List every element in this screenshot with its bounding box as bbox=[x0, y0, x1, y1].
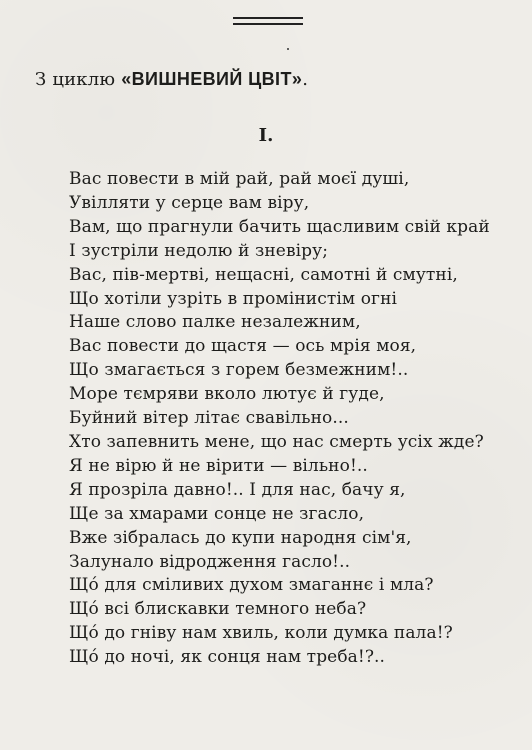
poem-line: Я не вірю й не вірити — вільно!.. bbox=[69, 455, 368, 476]
poem-body bbox=[69, 168, 509, 670]
poem-line: Наше слово палке незалежним, bbox=[69, 312, 361, 333]
poem-line: Вам, що прагнули бачить щасливим свій край bbox=[69, 216, 490, 237]
top-double-rule-upper bbox=[233, 17, 303, 19]
poem-line: Залунало відродження гасло!.. bbox=[69, 551, 351, 572]
poem-line: І зустріли недолю й зневіру; bbox=[69, 240, 329, 261]
section-number: I. bbox=[258, 125, 274, 146]
print-speck bbox=[287, 48, 289, 50]
poem-line: Що змагається з горем безмежним!.. bbox=[69, 360, 409, 381]
poem-line: Вас, пів-мертві, нещасні, самотні й смутні, bbox=[69, 264, 458, 285]
poem-line: Вас повести до щастя — ось мрія моя, bbox=[69, 336, 417, 357]
poem-line: Я прозріла давно!.. І для нас, бачу я, bbox=[69, 479, 406, 500]
poem-line: Море тємряви вколо лютує й гуде, bbox=[69, 384, 385, 405]
heading-suffix: . bbox=[302, 69, 309, 90]
top-double-rule-lower bbox=[233, 23, 303, 25]
cycle-heading bbox=[35, 67, 308, 92]
poem-line: Щó до ночі, як сонця нам треба!?.. bbox=[69, 647, 386, 668]
poem-line: Буйний вітер літає свавільно... bbox=[69, 408, 349, 429]
poem-line: Вас повести в мій рай, рай моєї душі, bbox=[69, 169, 410, 189]
poem-line: Щó до гніву нам хвиль, коли думка пала!? bbox=[69, 623, 453, 644]
poem-line: Вже зібралась до купи народня сім'я, bbox=[69, 527, 412, 548]
heading-prefix: З циклю bbox=[35, 69, 122, 90]
poem-line: Ще за хмарами сонце не згасло, bbox=[69, 503, 365, 524]
cycle-title: «ВИШНЕВИЙ ЦВІТ» bbox=[121, 69, 303, 89]
poem-line: Хто запевнить мене, що нас смерть усіх жде? bbox=[69, 431, 484, 452]
poem-line: Що хотіли узріть в промінистім огні bbox=[69, 288, 398, 309]
poem-line: Увілляти у серце вам віру, bbox=[69, 192, 310, 213]
poem-line: Щó для сміливих духом змаганнє і мла? bbox=[69, 575, 434, 596]
poem-line: Щó всі блискавки темного неба? bbox=[69, 599, 367, 620]
